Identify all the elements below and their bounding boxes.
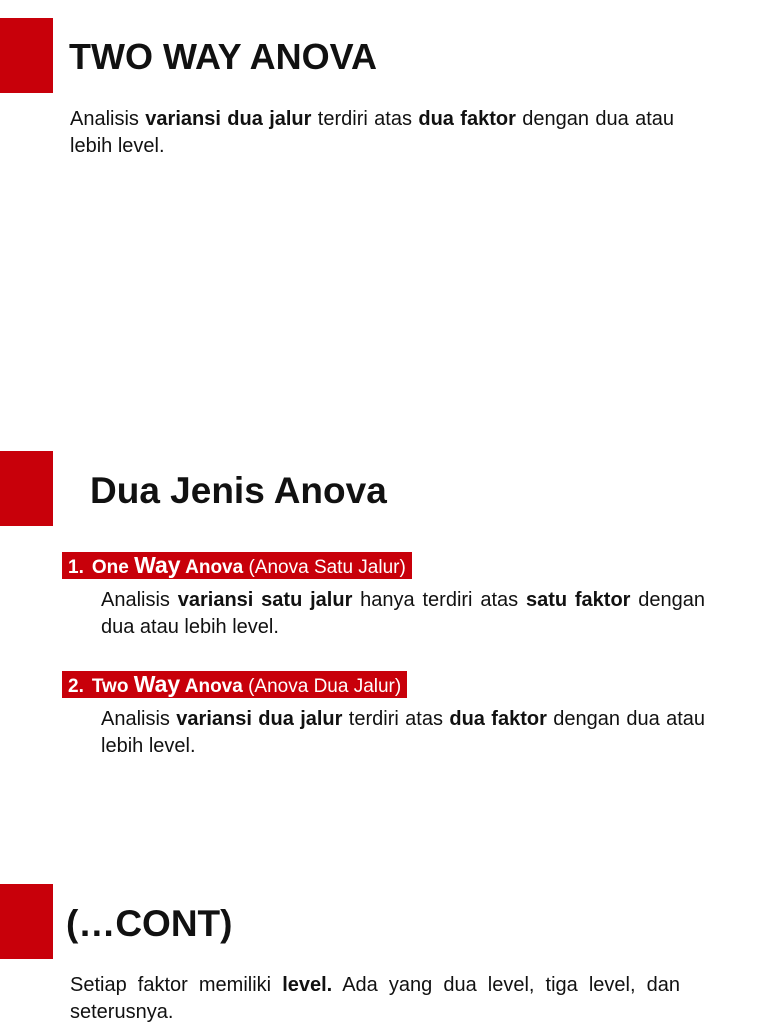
text-run: terdiri atas bbox=[342, 708, 450, 730]
list-item-label bbox=[62, 552, 412, 579]
label-text: One bbox=[91, 557, 135, 578]
label-text: Anova bbox=[180, 676, 243, 697]
bold-term: variansi dua jalur bbox=[176, 708, 343, 730]
bold-term: level. bbox=[282, 974, 333, 996]
bold-term: dua faktor bbox=[418, 108, 516, 130]
text-run: Setiap faktor memiliki bbox=[70, 974, 283, 996]
section-accent-bar bbox=[0, 18, 53, 93]
label-text: Anova bbox=[180, 557, 244, 578]
text-run: dengan dua atau lebih level. bbox=[101, 708, 705, 757]
label-paren: (Anova Dua Jalur) bbox=[242, 676, 402, 697]
label-text-large: Way bbox=[133, 671, 181, 697]
section-accent-bar bbox=[0, 451, 53, 526]
list-number: 1. bbox=[68, 557, 84, 578]
text-run: dengan dua atau lebih level. bbox=[101, 589, 706, 638]
definition-paragraph bbox=[70, 106, 674, 160]
list-number: 2. bbox=[68, 676, 84, 697]
text-run: Analisis bbox=[70, 108, 146, 130]
list-item-description bbox=[101, 706, 705, 760]
list-item-label bbox=[62, 671, 407, 698]
level-paragraph bbox=[70, 972, 680, 1026]
label-text-large: Way bbox=[134, 552, 181, 578]
text-run: terdiri atas bbox=[311, 108, 419, 130]
text-run: dengan dua atau lebih level. bbox=[70, 108, 674, 157]
section-accent-bar bbox=[0, 884, 53, 959]
bold-term: dua faktor bbox=[449, 708, 547, 730]
label-text: Two bbox=[91, 676, 134, 697]
slide-title: (…CONT) bbox=[66, 903, 233, 944]
text-run: hanya terdiri atas bbox=[352, 589, 526, 611]
bold-term: variansi dua jalur bbox=[145, 108, 312, 130]
text-run: Ada yang dua level, tiga level, dan seterusnya. bbox=[70, 974, 680, 1023]
bold-term: variansi satu jalur bbox=[177, 589, 353, 611]
list-item-description bbox=[101, 587, 705, 641]
label-paren: (Anova Satu Jalur) bbox=[243, 557, 406, 578]
bold-term: satu faktor bbox=[525, 589, 631, 611]
text-run: Analisis bbox=[101, 589, 178, 611]
text-run: Analisis bbox=[101, 708, 177, 730]
slide-title: Dua Jenis Anova bbox=[90, 470, 387, 511]
slide-title: TWO WAY ANOVA bbox=[69, 36, 378, 77]
